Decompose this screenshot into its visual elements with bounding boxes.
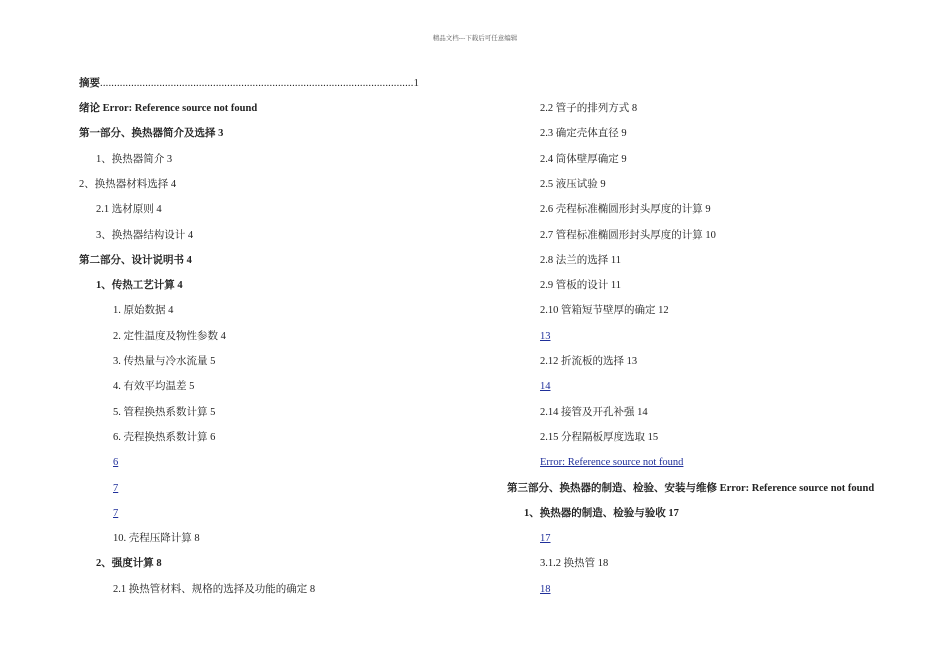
left-toc-entry[interactable]: 1、传热工艺计算 4 xyxy=(96,280,183,291)
right-toc-entry[interactable]: 2.4 筒体壁厚确定 9 xyxy=(540,154,627,165)
left-toc-entry[interactable]: 绪论 Error: Reference source not found xyxy=(79,103,258,114)
right-toc-entry[interactable]: 2.9 管板的设计 11 xyxy=(540,280,621,291)
left-toc-entry[interactable]: 2、换热器材料选择 4 xyxy=(79,179,177,190)
toc-page: 1 xyxy=(413,78,419,89)
right-toc-entry[interactable]: 第三部分、换热器的制造、检验、安装与维修 Error: Reference source not found xyxy=(507,483,875,494)
left-toc-entry[interactable]: 6. 壳程换热系数计算 6 xyxy=(113,432,216,443)
left-toc-entry[interactable]: 3、换热器结构设计 4 xyxy=(96,230,194,241)
right-toc-entry[interactable]: 2.8 法兰的选择 11 xyxy=(540,255,621,266)
right-toc-entry[interactable]: 3.1.2 换热管 18 xyxy=(540,558,609,569)
right-toc-entry[interactable]: 2.5 液压试验 9 xyxy=(540,179,606,190)
left-toc-entry[interactable]: 2.1 换热管材料、规格的选择及功能的确定 8 xyxy=(113,584,316,595)
right-toc-entry[interactable]: 17 xyxy=(540,533,551,544)
left-toc-entry[interactable]: 7 xyxy=(113,508,119,519)
right-toc-entry[interactable]: 2.3 确定壳体直径 9 xyxy=(540,128,627,139)
right-toc-entry[interactable]: 1、换热器的制造、检验与验收 17 xyxy=(524,508,679,519)
toc-label: 摘要 xyxy=(79,78,100,89)
page-header: 精品文档---下载后可任意编辑 xyxy=(432,35,518,42)
left-toc-entry[interactable]: 1. 原始数据 4 xyxy=(113,305,174,316)
right-toc-entry[interactable]: 2.12 折流板的选择 13 xyxy=(540,356,638,367)
right-toc-entry[interactable]: 2.15 分程隔板厚度选取 15 xyxy=(540,432,659,443)
left-toc-entry[interactable]: 第二部分、设计说明书 4 xyxy=(79,255,192,266)
left-toc-entry[interactable]: 10. 壳程压降计算 8 xyxy=(113,533,200,544)
right-toc-entry[interactable]: Error: Reference source not found xyxy=(540,457,684,468)
left-toc-entry[interactable]: 1、换热器简介 3 xyxy=(96,154,173,165)
right-toc-entry[interactable]: 14 xyxy=(540,381,551,392)
left-toc-entry[interactable]: 5. 管程换热系数计算 5 xyxy=(113,407,216,418)
left-toc-entry[interactable]: 4. 有效平均温差 5 xyxy=(113,381,195,392)
left-toc-entry[interactable]: 6 xyxy=(113,457,119,468)
left-toc-entry[interactable]: 3. 传热量与冷水流量 5 xyxy=(113,356,216,367)
toc-leader: ............................................................................................................... xyxy=(100,78,414,89)
right-toc-entry[interactable]: 2.7 管程标准椭圆形封头厚度的计算 10 xyxy=(540,230,716,241)
left-toc-entry[interactable]: 7 xyxy=(113,483,119,494)
right-toc-entry[interactable]: 2.14 接管及开孔补强 14 xyxy=(540,407,648,418)
toc-entry-abstract[interactable] xyxy=(79,77,428,91)
left-toc-entry[interactable]: 2、强度计算 8 xyxy=(96,558,162,569)
left-toc-entry[interactable]: 第一部分、换热器简介及选择 3 xyxy=(79,128,224,139)
left-toc-entry[interactable]: 2.1 选材原则 4 xyxy=(96,204,162,215)
right-toc-entry[interactable]: 13 xyxy=(540,331,551,342)
left-toc-entry[interactable]: 2. 定性温度及物性参数 4 xyxy=(113,331,226,342)
right-toc-entry[interactable]: 2.6 壳程标准椭圆形封头厚度的计算 9 xyxy=(540,204,711,215)
right-toc-entry[interactable]: 2.2 管子的排列方式 8 xyxy=(540,103,638,114)
right-toc-entry[interactable]: 18 xyxy=(540,584,551,595)
right-toc-entry[interactable]: 2.10 管箱短节壁厚的确定 12 xyxy=(540,305,669,316)
